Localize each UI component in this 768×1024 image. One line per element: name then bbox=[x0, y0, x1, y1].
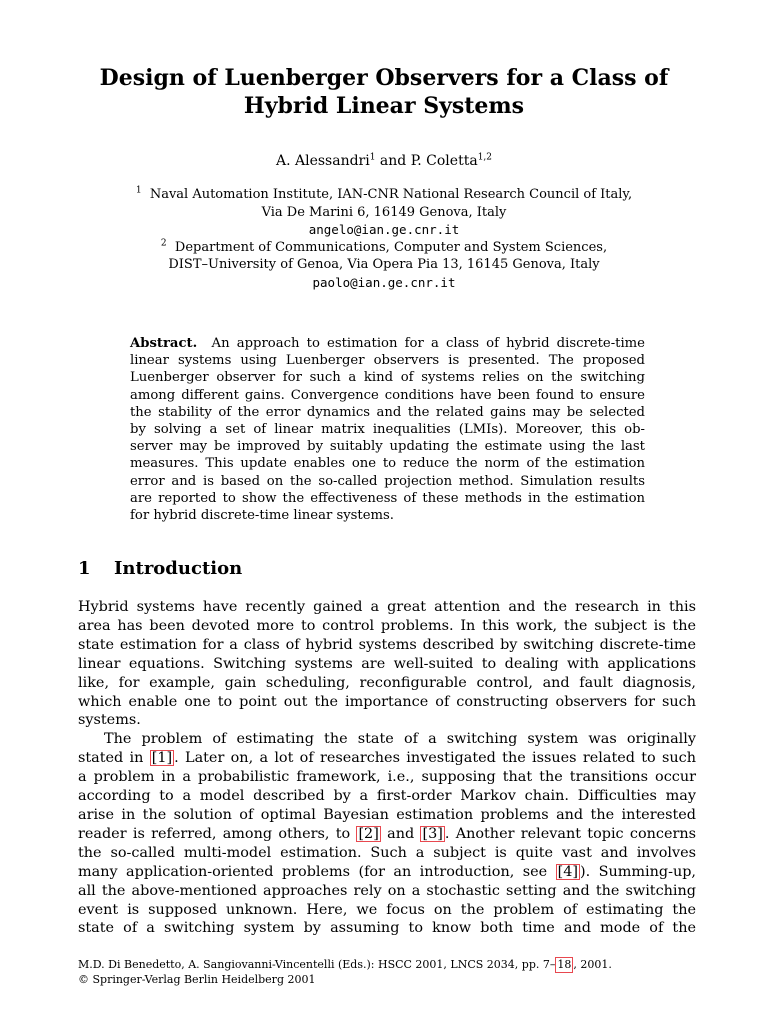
section-title: Introduction bbox=[114, 558, 243, 579]
abstract-label: Abstract. bbox=[130, 336, 198, 351]
abstract-line: measures. This update enables one to reduce the norm of the estimation bbox=[130, 456, 645, 472]
title-line-2: Hybrid Linear Systems bbox=[243, 93, 525, 119]
affiliations bbox=[80, 186, 688, 292]
abstract-line: among different gains. Convergence conditions have been found to ensure bbox=[130, 387, 645, 403]
footer-text: , 2001. bbox=[573, 958, 612, 971]
section-number: 1 bbox=[78, 558, 91, 579]
affiliation-marker: 1 bbox=[135, 185, 142, 196]
footer-line bbox=[78, 957, 696, 973]
body-line: state of a switching system by assuming to know both time and mode of the bbox=[78, 920, 696, 937]
abstract-line: error and is based on the so-called projection method. Simulation results bbox=[130, 473, 645, 489]
body-line: like, for example, gain scheduling, reconfigurable control, and fault diagnosis, bbox=[78, 674, 696, 691]
body-line: systems. bbox=[78, 712, 141, 729]
author-conjunction: and bbox=[379, 153, 407, 169]
body-text-run: . Another relevant topic concerns bbox=[444, 825, 696, 842]
body-line: the so-called multi-model estimation. Such a subject is quite vast and involves bbox=[78, 844, 696, 861]
body-text-run: many application-oriented problems (for an introduction, see bbox=[78, 863, 548, 880]
abstract-text: An approach to estimation for a class of hybrid discrete-time bbox=[211, 336, 645, 351]
affiliation-line bbox=[80, 239, 688, 257]
body-text bbox=[78, 598, 696, 938]
body-line: Hybrid systems have recently gained a great attention and the research in this bbox=[78, 599, 696, 615]
affiliation-text: Department of Communications, Computer and System Sciences, bbox=[174, 239, 608, 255]
author-list bbox=[60, 152, 708, 170]
abstract-line: Luenberger observer for such a kind of systems relies on the switching bbox=[130, 370, 645, 386]
body-line: according to a model described by a first-order Markov chain. Difficulties may bbox=[78, 788, 696, 805]
body-text-run: ). Summing-up, bbox=[579, 863, 696, 880]
affiliation-text: Naval Automation Institute, IAN-CNR National Research Council of Italy, bbox=[149, 187, 633, 202]
body-text-run: and bbox=[387, 825, 415, 842]
citation-link[interactable]: [2] bbox=[358, 825, 379, 842]
email-link[interactable]: paolo@ian.ge.cnr.it bbox=[312, 274, 456, 290]
abstract-line bbox=[130, 335, 645, 352]
paper-title bbox=[60, 64, 708, 120]
body-text-run: stated in bbox=[78, 750, 144, 767]
abstract-line: linear systems using Luenberger observers is presented. The proposed bbox=[130, 353, 645, 369]
body-line bbox=[78, 749, 696, 768]
body-line: arise in the solution of optimal Bayesian estimation problems and the interested bbox=[78, 806, 696, 823]
author-2: P. Coletta bbox=[410, 153, 478, 169]
body-line: The problem of estimating the state of a switching system was originally bbox=[104, 731, 696, 748]
footer-text: M.D. Di Benedetto, A. Sangiovanni-Vincentelli (Eds.): HSCC 2001, LNCS 2034, pp. 7– bbox=[78, 958, 556, 971]
citation-link[interactable]: [4] bbox=[557, 863, 578, 880]
title-line-1: Design of Luenberger Observers for a Class of bbox=[99, 65, 669, 91]
body-line: area has been devoted more to control problems. In this work, the subject is the bbox=[78, 617, 696, 634]
body-line bbox=[78, 825, 696, 844]
body-line: a problem in a probabilistic framework, i.e., supposing that the transitions occur bbox=[78, 769, 696, 786]
email-link[interactable]: angelo@ian.ge.cnr.it bbox=[308, 222, 460, 238]
citation-link[interactable]: [1] bbox=[151, 750, 173, 767]
affiliation-line: DIST–University of Genoa, Via Opera Pia 13, 16145 Genova, Italy bbox=[168, 257, 600, 273]
affiliation-marker: 2 bbox=[160, 238, 167, 249]
abstract-line: the stability of the error dynamics and the related gains may be selected bbox=[130, 404, 645, 420]
copyright-line: © Springer-Verlag Berlin Heidelberg 2001 bbox=[78, 973, 316, 986]
section-heading bbox=[78, 557, 242, 581]
body-text-run: . Later on, a lot of researches investigated the issues related to such bbox=[174, 750, 696, 767]
body-line bbox=[78, 863, 696, 882]
author-1: A. Alessandri bbox=[275, 153, 370, 169]
body-text-run: reader is referred, among others, to bbox=[78, 825, 351, 842]
footer-citation bbox=[78, 957, 696, 987]
author-1-affiliation: 1 bbox=[369, 152, 376, 163]
abstract-line: for hybrid discrete-time linear systems. bbox=[130, 508, 395, 524]
body-line: which enable one to point out the importance of constructing observers for such bbox=[78, 693, 696, 710]
citation-link[interactable]: [3] bbox=[422, 825, 443, 842]
affiliation-line bbox=[80, 186, 688, 204]
abstract bbox=[130, 335, 645, 524]
abstract-line: by solving a set of linear matrix inequalities (LMIs). Moreover, this ob- bbox=[130, 422, 645, 438]
body-line: all the above-mentioned approaches rely on a stochastic setting and the switching bbox=[78, 882, 696, 899]
body-line: state estimation for a class of hybrid systems described by switching discrete-time bbox=[78, 636, 696, 653]
abstract-line: are reported to show the effectiveness of these methods in the estimation bbox=[130, 490, 645, 506]
affiliation-line: Via De Marini 6, 16149 Genova, Italy bbox=[261, 204, 507, 220]
body-line: event is supposed unknown. Here, we focus on the problem of estimating the bbox=[78, 901, 696, 918]
abstract-line: server may be improved by suitably updating the estimate using the last bbox=[130, 439, 645, 455]
body-line: linear equations. Switching systems are well-suited to dealing with applications bbox=[78, 655, 696, 672]
page-range-link[interactable]: 18 bbox=[557, 958, 572, 971]
author-2-affiliation: 1,2 bbox=[477, 152, 493, 163]
